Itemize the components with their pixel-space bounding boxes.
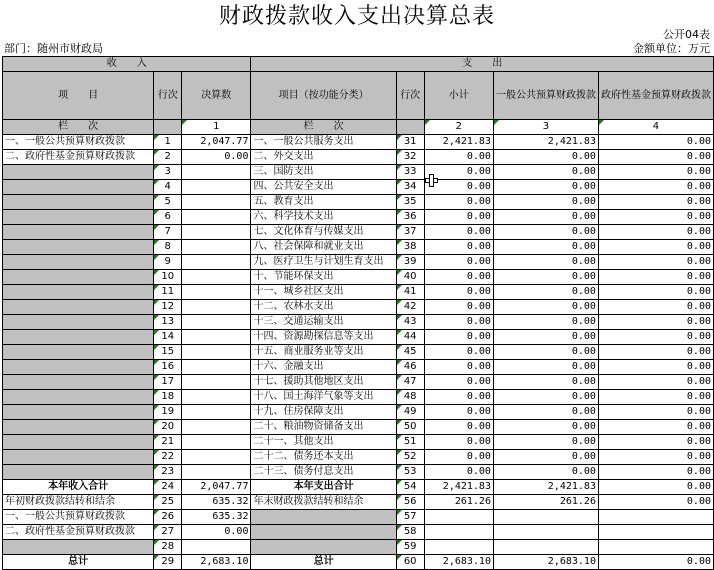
expense-gov-fund-cell[interactable]: 0.00 — [598, 225, 713, 240]
expense-subtotal-cell[interactable]: 2,683.10 — [424, 555, 493, 570]
table-row — [3, 330, 714, 345]
expense-subtotal-cell[interactable]: 0.00 — [424, 150, 493, 165]
table-row — [3, 285, 714, 300]
expense-row-number[interactable]: 32 — [396, 150, 424, 165]
expense-row-number[interactable]: 33 — [396, 165, 424, 180]
expense-general-budget-cell[interactable]: 0.00 — [493, 390, 598, 405]
income-row-number[interactable]: 9 — [154, 255, 182, 270]
expense-subtotal-cell[interactable]: 0.00 — [424, 225, 493, 240]
expense-rowno-header: 行次 — [396, 72, 424, 120]
gov-fund-header: 政府性基金预算财政拨款 — [598, 72, 713, 120]
income-amount-cell[interactable] — [182, 195, 251, 210]
expense-gov-fund-cell[interactable]: 0.00 — [598, 255, 713, 270]
expense-gov-fund-cell[interactable]: 0.00 — [598, 150, 713, 165]
expense-subtotal-cell[interactable]: 2,421.83 — [424, 480, 493, 495]
expense-gov-fund-cell[interactable]: 0.00 — [598, 315, 713, 330]
expense-item-cell[interactable]: 十八、国土海洋气象等支出 — [251, 390, 396, 405]
total-row — [3, 480, 714, 495]
expense-row-number[interactable]: 41 — [396, 285, 424, 300]
income-amount-cell[interactable] — [182, 375, 251, 390]
expense-general-budget-cell[interactable]: 0.00 — [493, 375, 598, 390]
cross-cursor-icon — [425, 174, 438, 187]
expense-row-number[interactable]: 45 — [396, 345, 424, 360]
report-table — [2, 56, 714, 570]
income-item-cell[interactable] — [3, 285, 154, 300]
expense-gov-fund-cell[interactable]: 0.00 — [598, 330, 713, 345]
income-amount-cell[interactable] — [182, 420, 251, 435]
expense-gov-fund-cell[interactable]: 0.00 — [598, 450, 713, 465]
table-row — [3, 420, 714, 435]
expense-item-cell[interactable]: 三、国防支出 — [251, 165, 396, 180]
income-row-number[interactable]: 27 — [154, 525, 182, 540]
expense-item-cell[interactable]: 六、科学技术支出 — [251, 210, 396, 225]
income-amount-cell[interactable] — [182, 240, 251, 255]
expense-general-budget-cell[interactable]: 0.00 — [493, 465, 598, 480]
expense-subtotal-cell[interactable]: 0.00 — [424, 270, 493, 285]
income-row-number[interactable]: 7 — [154, 225, 182, 240]
expense-subtotal-cell[interactable]: 0.00 — [424, 390, 493, 405]
col-label-right: 栏 次 — [251, 120, 396, 135]
col-number-4: 4 — [598, 120, 713, 135]
expense-gov-fund-cell[interactable]: 0.00 — [598, 210, 713, 225]
income-row-number[interactable]: 13 — [154, 315, 182, 330]
income-amount-cell[interactable] — [182, 450, 251, 465]
expense-item-cell[interactable]: 八、社会保障和就业支出 — [251, 240, 396, 255]
expense-row-number[interactable]: 37 — [396, 225, 424, 240]
income-item-cell[interactable] — [3, 270, 154, 285]
income-amount-cell[interactable] — [182, 255, 251, 270]
income-item-cell[interactable] — [3, 240, 154, 255]
expense-row-number[interactable]: 49 — [396, 405, 424, 420]
income-row-number[interactable]: 20 — [154, 420, 182, 435]
expense-item-cell[interactable] — [251, 525, 396, 540]
expense-header: 支 出 — [251, 57, 714, 72]
income-item-cell[interactable] — [3, 360, 154, 375]
expense-gov-fund-cell[interactable]: 0.00 — [598, 240, 713, 255]
income-amount-cell[interactable] — [182, 270, 251, 285]
expense-row-number[interactable]: 56 — [396, 495, 424, 510]
income-row-number[interactable]: 19 — [154, 405, 182, 420]
carry-row — [3, 525, 714, 540]
col-number-1: 1 — [182, 120, 251, 135]
income-amount-cell[interactable] — [182, 285, 251, 300]
expense-general-budget-cell[interactable]: 0.00 — [493, 180, 598, 195]
income-item-cell[interactable]: 本年收入合计 — [3, 480, 154, 495]
expense-general-budget-cell[interactable]: 0.00 — [493, 450, 598, 465]
expense-row-number[interactable]: 47 — [396, 375, 424, 390]
income-row-number[interactable]: 5 — [154, 195, 182, 210]
table-row — [3, 135, 714, 150]
income-row-number[interactable]: 15 — [154, 345, 182, 360]
expense-row-number[interactable]: 53 — [396, 465, 424, 480]
income-amount-cell[interactable] — [182, 315, 251, 330]
expense-general-budget-cell[interactable]: 261.26 — [493, 495, 598, 510]
expense-row-number[interactable]: 59 — [396, 540, 424, 555]
income-item-cell[interactable] — [3, 405, 154, 420]
table-row — [3, 375, 714, 390]
expense-row-number[interactable]: 43 — [396, 315, 424, 330]
expense-item-cell[interactable]: 十一、城乡社区支出 — [251, 285, 396, 300]
income-amount-cell[interactable] — [182, 360, 251, 375]
income-amount-cell[interactable]: 0.00 — [182, 150, 251, 165]
expense-item-cell[interactable]: 四、公共安全支出 — [251, 180, 396, 195]
expense-subtotal-cell[interactable]: 261.26 — [424, 495, 493, 510]
expense-subtotal-cell[interactable]: 0.00 — [424, 210, 493, 225]
table-row — [3, 405, 714, 420]
expense-row-number[interactable]: 52 — [396, 450, 424, 465]
expense-subtotal-cell[interactable]: 0.00 — [424, 405, 493, 420]
expense-subtotal-cell[interactable]: 0.00 — [424, 165, 493, 180]
expense-item-cell[interactable]: 五、教育支出 — [251, 195, 396, 210]
expense-item-cell[interactable]: 十七、援助其他地区支出 — [251, 375, 396, 390]
expense-item-cell[interactable]: 二十一、其他支出 — [251, 435, 396, 450]
table-row — [3, 300, 714, 315]
expense-gov-fund-cell[interactable]: 0.00 — [598, 390, 713, 405]
carry-row — [3, 540, 714, 555]
income-row-number[interactable]: 16 — [154, 360, 182, 375]
expense-gov-fund-cell[interactable]: 0.00 — [598, 345, 713, 360]
income-row-number[interactable]: 23 — [154, 465, 182, 480]
expense-item-cell[interactable]: 二十、粮油物资储备支出 — [251, 420, 396, 435]
income-row-number[interactable]: 3 — [154, 165, 182, 180]
expense-general-budget-cell[interactable]: 0.00 — [493, 255, 598, 270]
expense-subtotal-cell[interactable]: 0.00 — [424, 180, 493, 195]
expense-row-number[interactable]: 38 — [396, 240, 424, 255]
carry-row — [3, 510, 714, 525]
expense-gov-fund-cell[interactable]: 0.00 — [598, 360, 713, 375]
col-label-blank — [154, 120, 182, 135]
income-amount-cell[interactable]: 2,047.77 — [182, 135, 251, 150]
col-label-blank — [396, 120, 424, 135]
income-amount-cell[interactable] — [182, 345, 251, 360]
unit-label: 金额单位：万元 — [633, 42, 710, 55]
expense-row-number[interactable]: 46 — [396, 360, 424, 375]
expense-general-budget-cell[interactable]: 0.00 — [493, 405, 598, 420]
department-label: 部门：随州市财政局 — [4, 42, 103, 55]
income-item-cell[interactable] — [3, 435, 154, 450]
expense-general-budget-cell[interactable]: 0.00 — [493, 165, 598, 180]
expense-row-number[interactable]: 50 — [396, 420, 424, 435]
col-number-3: 3 — [493, 120, 598, 135]
income-item-cell[interactable] — [3, 255, 154, 270]
expense-general-budget-cell[interactable]: 2,421.83 — [493, 480, 598, 495]
expense-item-cell[interactable]: 二、外交支出 — [251, 150, 396, 165]
expense-item-cell[interactable]: 十六、金融支出 — [251, 360, 396, 375]
expense-subtotal-cell[interactable]: 0.00 — [424, 330, 493, 345]
expense-row-number[interactable]: 40 — [396, 270, 424, 285]
expense-subtotal-cell[interactable]: 0.00 — [424, 240, 493, 255]
income-item-cell[interactable]: 二、政府性基金预算财政拨款 — [3, 150, 154, 165]
expense-general-budget-cell[interactable]: 2,683.10 — [493, 555, 598, 570]
income-item-cell[interactable]: 一、一般公共预算财政拨款 — [3, 135, 154, 150]
income-rowno-header: 行次 — [154, 72, 182, 120]
expense-item-cell[interactable]: 十二、农林水支出 — [251, 300, 396, 315]
income-amount-cell[interactable] — [182, 300, 251, 315]
income-item-cell[interactable]: 二、政府性基金预算财政拨款 — [3, 525, 154, 540]
expense-item-cell[interactable]: 十四、资源勘探信息等支出 — [251, 330, 396, 345]
income-row-number[interactable]: 22 — [154, 450, 182, 465]
expense-general-budget-cell[interactable]: 0.00 — [493, 225, 598, 240]
expense-gov-fund-cell[interactable]: 0.00 — [598, 300, 713, 315]
expense-row-number[interactable]: 35 — [396, 195, 424, 210]
expense-subtotal-cell[interactable] — [424, 510, 493, 525]
expense-gov-fund-cell[interactable] — [598, 510, 713, 525]
expense-subtotal-cell[interactable]: 0.00 — [424, 465, 493, 480]
expense-item-cell[interactable]: 十三、交通运输支出 — [251, 315, 396, 330]
expense-item-cell[interactable]: 二十二、债务还本支出 — [251, 450, 396, 465]
expense-row-number[interactable]: 60 — [396, 555, 424, 570]
income-amount-cell[interactable] — [182, 330, 251, 345]
expense-gov-fund-cell[interactable]: 0.00 — [598, 180, 713, 195]
expense-gov-fund-cell[interactable]: 0.00 — [598, 135, 713, 150]
expense-row-number[interactable]: 42 — [396, 300, 424, 315]
income-header: 收 入 — [3, 57, 251, 72]
table-row — [3, 465, 714, 480]
expense-subtotal-cell[interactable]: 0.00 — [424, 345, 493, 360]
income-amount-cell[interactable] — [182, 225, 251, 240]
income-item-cell[interactable] — [3, 210, 154, 225]
expense-subtotal-cell[interactable]: 0.00 — [424, 375, 493, 390]
income-item-cell[interactable] — [3, 180, 154, 195]
expense-gov-fund-cell[interactable]: 0.00 — [598, 285, 713, 300]
income-item-cell[interactable] — [3, 330, 154, 345]
income-row-number[interactable]: 12 — [154, 300, 182, 315]
income-row-number[interactable]: 2 — [154, 150, 182, 165]
expense-subtotal-cell[interactable]: 0.00 — [424, 435, 493, 450]
expense-general-budget-cell[interactable]: 0.00 — [493, 420, 598, 435]
expense-item-cell[interactable]: 一、一般公共服务支出 — [251, 135, 396, 150]
income-amount-cell[interactable]: 2,047.77 — [182, 480, 251, 495]
expense-general-budget-cell[interactable]: 2,421.83 — [493, 135, 598, 150]
grand-total-row — [3, 555, 714, 570]
expense-general-budget-cell[interactable]: 0.00 — [493, 435, 598, 450]
income-item-header: 项 目 — [3, 72, 154, 120]
income-item-cell[interactable] — [3, 390, 154, 405]
income-item-cell[interactable] — [3, 300, 154, 315]
expense-gov-fund-cell[interactable]: 0.00 — [598, 420, 713, 435]
income-amount-cell[interactable] — [182, 390, 251, 405]
expense-gov-fund-cell[interactable]: 0.00 — [598, 465, 713, 480]
expense-row-number[interactable]: 48 — [396, 390, 424, 405]
income-row-number[interactable]: 24 — [154, 480, 182, 495]
income-row-number[interactable]: 11 — [154, 285, 182, 300]
expense-gov-fund-cell[interactable]: 0.00 — [598, 555, 713, 570]
expense-row-number[interactable]: 31 — [396, 135, 424, 150]
expense-general-budget-cell[interactable]: 0.00 — [493, 195, 598, 210]
income-item-cell[interactable] — [3, 375, 154, 390]
expense-subtotal-cell[interactable]: 0.00 — [424, 420, 493, 435]
table-row — [3, 390, 714, 405]
expense-row-number[interactable]: 57 — [396, 510, 424, 525]
table-row — [3, 450, 714, 465]
expense-row-number[interactable]: 36 — [396, 210, 424, 225]
expense-row-number[interactable]: 34 — [396, 180, 424, 195]
expense-general-budget-cell[interactable]: 0.00 — [493, 345, 598, 360]
expense-item-cell[interactable]: 总计 — [251, 555, 396, 570]
table-row — [3, 345, 714, 360]
expense-item-cell[interactable]: 十、节能环保支出 — [251, 270, 396, 285]
expense-subtotal-cell[interactable]: 0.00 — [424, 285, 493, 300]
carry-row — [3, 495, 714, 510]
income-amount-cell[interactable]: 2,683.10 — [182, 555, 251, 570]
expense-gov-fund-cell[interactable]: 0.00 — [598, 495, 713, 510]
income-row-number[interactable]: 28 — [154, 540, 182, 555]
table-row — [3, 315, 714, 330]
expense-general-budget-cell[interactable]: 0.00 — [493, 240, 598, 255]
report-title: 财政拨款收入支出决算总表 — [218, 4, 495, 29]
income-row-number[interactable]: 8 — [154, 240, 182, 255]
expense-gov-fund-cell[interactable] — [598, 540, 713, 555]
expense-general-budget-cell[interactable]: 0.00 — [493, 360, 598, 375]
expense-general-budget-cell[interactable] — [493, 540, 598, 555]
income-row-number[interactable]: 25 — [154, 495, 182, 510]
expense-row-number[interactable]: 58 — [396, 525, 424, 540]
subtotal-header: 小计 — [424, 72, 493, 120]
expense-item-cell[interactable] — [251, 510, 396, 525]
income-amount-cell[interactable] — [182, 165, 251, 180]
expense-item-cell[interactable]: 九、医疗卫生与计划生育支出 — [251, 255, 396, 270]
expense-item-cell[interactable]: 七、文化体育与传媒支出 — [251, 225, 396, 240]
expense-subtotal-cell[interactable]: 2,421.83 — [424, 135, 493, 150]
expense-row-number[interactable]: 39 — [396, 255, 424, 270]
income-amount-cell[interactable] — [182, 405, 251, 420]
table-row — [3, 225, 714, 240]
expense-subtotal-cell[interactable]: 0.00 — [424, 255, 493, 270]
table-row — [3, 195, 714, 210]
income-row-number[interactable]: 10 — [154, 270, 182, 285]
table-row — [3, 165, 714, 180]
income-amount-cell[interactable] — [182, 465, 251, 480]
expense-gov-fund-cell[interactable]: 0.00 — [598, 435, 713, 450]
income-row-number[interactable]: 14 — [154, 330, 182, 345]
table-row — [3, 180, 714, 195]
expense-subtotal-cell[interactable] — [424, 525, 493, 540]
expense-item-cell[interactable]: 十五、商业服务业等支出 — [251, 345, 396, 360]
expense-general-budget-cell[interactable] — [493, 510, 598, 525]
income-amount-cell[interactable] — [182, 180, 251, 195]
expense-general-budget-cell[interactable]: 0.00 — [493, 315, 598, 330]
income-row-number[interactable]: 6 — [154, 210, 182, 225]
table-row — [3, 255, 714, 270]
income-amount-cell[interactable]: 0.00 — [182, 525, 251, 540]
expense-general-budget-cell[interactable]: 0.00 — [493, 210, 598, 225]
income-row-number[interactable]: 26 — [154, 510, 182, 525]
table-row — [3, 360, 714, 375]
expense-general-budget-cell[interactable]: 0.00 — [493, 150, 598, 165]
col-label-left: 栏 次 — [3, 120, 154, 135]
income-row-number[interactable]: 29 — [154, 555, 182, 570]
expense-item-cell[interactable]: 年末财政拨款结转和结余 — [251, 495, 396, 510]
expense-row-number[interactable]: 44 — [396, 330, 424, 345]
expense-subtotal-cell[interactable]: 0.00 — [424, 450, 493, 465]
table-row — [3, 240, 714, 255]
income-amount-cell[interactable] — [182, 435, 251, 450]
func-item-header: 项目（按功能分类） — [251, 72, 396, 120]
expense-general-budget-cell[interactable]: 0.00 — [493, 270, 598, 285]
income-amount-cell[interactable]: 635.32 — [182, 510, 251, 525]
expense-general-budget-cell[interactable]: 0.00 — [493, 285, 598, 300]
income-amount-cell[interactable] — [182, 540, 251, 555]
table-row — [3, 435, 714, 450]
expense-gov-fund-cell[interactable]: 0.00 — [598, 480, 713, 495]
expense-subtotal-cell[interactable]: 0.00 — [424, 195, 493, 210]
expense-gov-fund-cell[interactable]: 0.00 — [598, 165, 713, 180]
expense-gov-fund-cell[interactable]: 0.00 — [598, 270, 713, 285]
expense-gov-fund-cell[interactable]: 0.00 — [598, 405, 713, 420]
table-row — [3, 150, 714, 165]
expense-row-number[interactable]: 54 — [396, 480, 424, 495]
income-item-cell[interactable] — [3, 540, 154, 555]
col-number-2: 2 — [424, 120, 493, 135]
table-row — [3, 270, 714, 285]
income-item-cell[interactable]: 一、一般公共预算财政拨款 — [3, 510, 154, 525]
income-item-cell[interactable]: 总计 — [3, 555, 154, 570]
expense-row-number[interactable]: 51 — [396, 435, 424, 450]
expense-subtotal-cell[interactable]: 0.00 — [424, 360, 493, 375]
expense-general-budget-cell[interactable] — [493, 525, 598, 540]
expense-gov-fund-cell[interactable]: 0.00 — [598, 195, 713, 210]
final-amount-header: 决算数 — [182, 72, 251, 120]
expense-subtotal-cell[interactable]: 0.00 — [424, 300, 493, 315]
income-item-cell[interactable] — [3, 315, 154, 330]
expense-general-budget-cell[interactable]: 0.00 — [493, 330, 598, 345]
expense-subtotal-cell[interactable]: 0.00 — [424, 315, 493, 330]
expense-item-cell[interactable]: 二十三、债务付息支出 — [251, 465, 396, 480]
expense-subtotal-cell[interactable] — [424, 540, 493, 555]
income-item-cell[interactable] — [3, 345, 154, 360]
income-row-number[interactable]: 1 — [154, 135, 182, 150]
expense-item-cell[interactable]: 本年支出合计 — [251, 480, 396, 495]
form-number: 公开04表 — [663, 28, 710, 41]
expense-item-cell[interactable]: 十九、住房保障支出 — [251, 405, 396, 420]
expense-gov-fund-cell[interactable] — [598, 525, 713, 540]
income-item-cell[interactable] — [3, 420, 154, 435]
table-row — [3, 210, 714, 225]
income-amount-cell[interactable]: 635.32 — [182, 495, 251, 510]
income-row-number[interactable]: 17 — [154, 375, 182, 390]
income-row-number[interactable]: 18 — [154, 390, 182, 405]
expense-item-cell[interactable] — [251, 540, 396, 555]
income-item-cell[interactable] — [3, 225, 154, 240]
income-item-cell[interactable] — [3, 195, 154, 210]
income-item-cell[interactable] — [3, 450, 154, 465]
income-item-cell[interactable]: 年初财政拨款结转和结余 — [3, 495, 154, 510]
income-item-cell[interactable] — [3, 165, 154, 180]
general-budget-header: 一般公共预算财政拨款 — [493, 72, 598, 120]
income-row-number[interactable]: 21 — [154, 435, 182, 450]
expense-gov-fund-cell[interactable]: 0.00 — [598, 375, 713, 390]
expense-general-budget-cell[interactable]: 0.00 — [493, 300, 598, 315]
income-item-cell[interactable] — [3, 465, 154, 480]
income-amount-cell[interactable] — [182, 210, 251, 225]
income-row-number[interactable]: 4 — [154, 180, 182, 195]
